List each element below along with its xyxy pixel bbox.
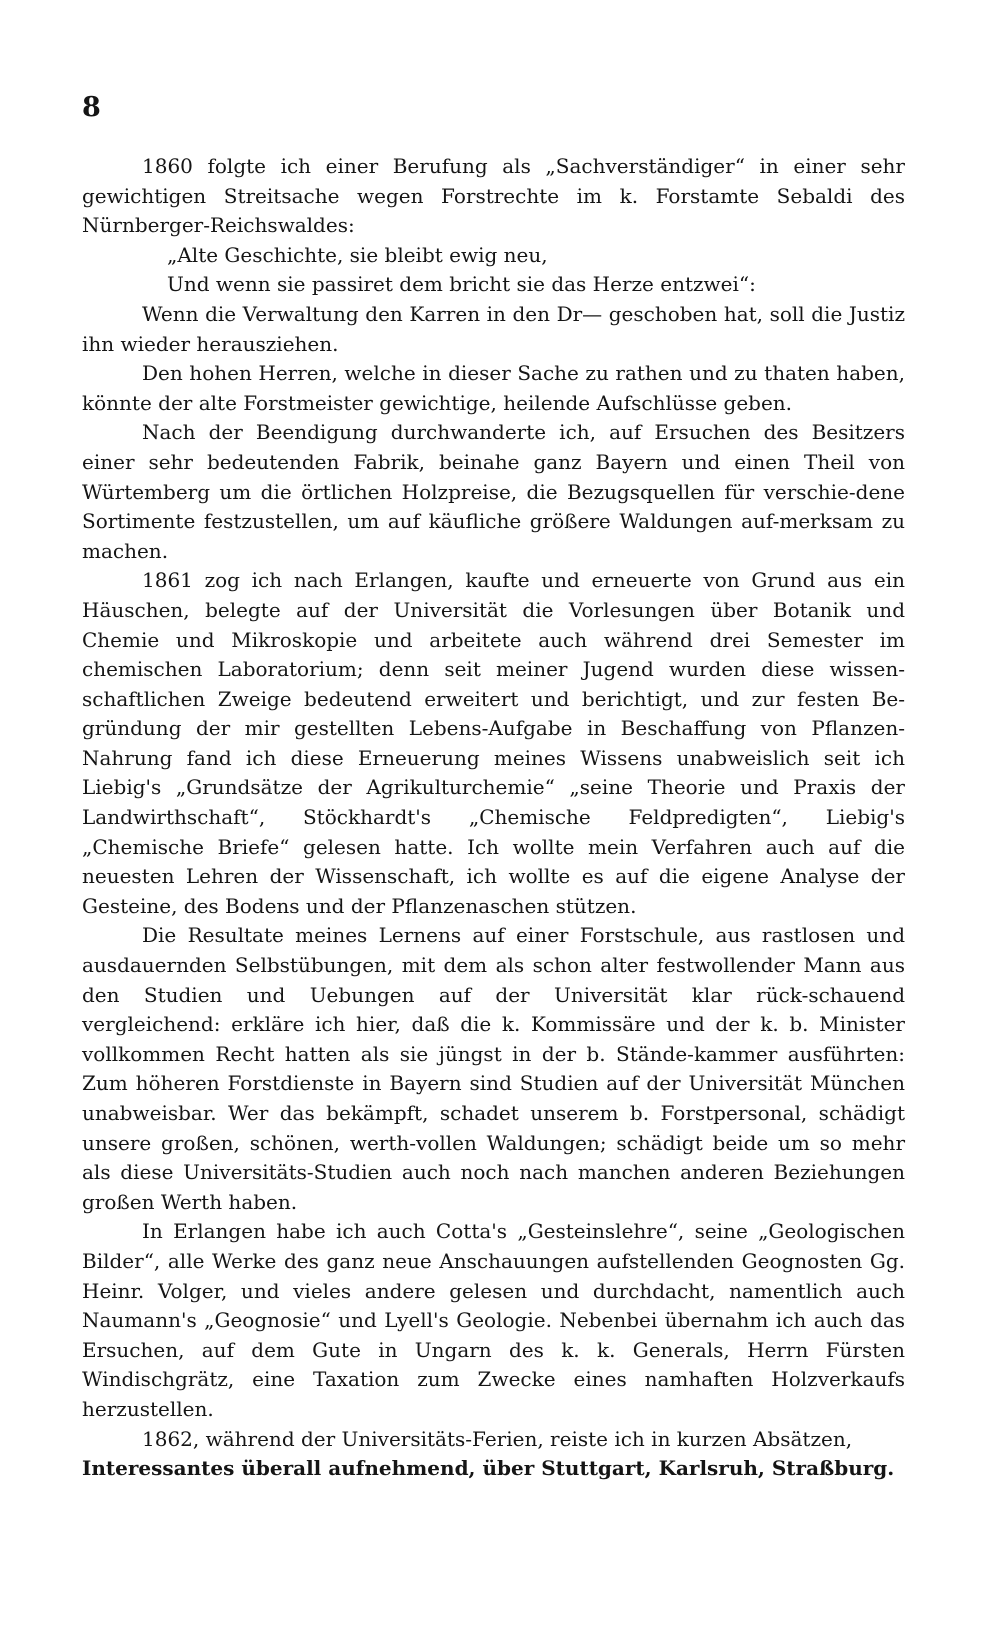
paragraph-2: Wenn die Verwaltung den Karren in den Dr— geschoben hat, soll die Justiz ihn wieder herausziehen.: [82, 301, 905, 356]
body-text: [82, 152, 905, 1484]
paragraph-4: Nach der Beendigung durchwanderte ich, auf Ersuchen des Besitzers einer sehr bedeutenden Fabrik, beinahe ganz Bayern und einen Theil von Würtemberg um die örtlichen Holzpreise, die Bezugsquellen für verschie-dene Sortimente festzustellen, um auf käufliche größere Waldungen auf-merksam zu machen.: [82, 420, 905, 563]
paragraph-8: 1862, während der Universitäts-Ferien, reiste ich in kurzen Absätzen,: [142, 1426, 853, 1451]
paragraph-1: 1860 folgte ich einer Berufung als „Sachverständiger“ in einer sehr gewichtigen Streitsache wegen Forstrechte im k. Forstamte Sebaldi des Nürnberger-Reichswaldes:: [82, 154, 905, 238]
poem-line-2: Und wenn sie passiret dem bricht sie das Herze entzwei“:: [167, 272, 756, 297]
paragraph-8-last-line: Interessantes überall aufnehmend, über Stuttgart, Karlsruh, Straßburg.: [82, 1456, 895, 1481]
page-number: 8: [82, 92, 101, 123]
paragraph-6: Die Resultate meines Lernens auf einer Forstschule, aus rastlosen und ausdauernden Selbstübungen, mit dem als schon alter festwollender Mann aus den Studien und Uebungen auf der Universität klar rück-schauend vergleichend: erkläre ich hier, daß die k. Kommissäre und der k. b. Minister vollkommen Recht hatten als sie jüngst in der b. Stände-kammer ausführten: Zum höheren Forstdienste in Bayern sind Studien auf der Universität München unabweisbar. Wer das bekämpft, schadet unserem b. Forstpersonal, schädigt unsere großen, schönen, werth-vollen Waldungen; schädigt beide um so mehr als diese Universitäts-Studien auch noch nach manchen anderen Beziehungen großen Werth haben.: [82, 923, 905, 1214]
poem-quote: [82, 241, 905, 300]
paragraph-5: 1861 zog ich nach Erlangen, kaufte und erneuerte von Grund aus ein Häuschen, belegte auf der Universität die Vorlesungen über Botanik und Chemie und Mikroskopie und arbeitete auch während drei Semester im chemischen Laboratorium; denn seit meiner Jugend wurden diese wissen-schaftlichen Zweige bedeutend erweitert und berichtigt, und zur festen Be-gründung der mir gestellten Lebens-Aufgabe in Beschaffung von Pflanzen-Nahrung fand ich diese Erneuerung meines Wissens unabweislich seit ich Liebig's „Grundsätze der Agrikulturchemie“ „seine Theorie und Praxis der Landwirthschaft“, Stöckhardt's „Chemische Feldpredigten“, Liebig's „Chemische Briefe“ gelesen hatte. Ich wollte mein Verfahren auch auf die neuesten Lehren der Wissenschaft, ich wollte es auf die eigene Analyse der Gesteine, des Bodens und der Pflanzenaschen stützen.: [82, 568, 905, 918]
paragraph-7: In Erlangen habe ich auch Cotta's „Gesteinslehre“, seine „Geologischen Bilder“, alle Werke des ganz neue Anschauungen aufstellenden Geognosten Gg. Heinr. Volger, und vieles andere gelesen und durchdacht, namentlich auch Naumann's „Geognosie“ und Lyell's Geologie. Nebenbei übernahm ich auch das Ersuchen, auf dem Gute in Ungarn des k. k. Generals, Herrn Fürsten Windischgrätz, eine Taxation zum Zwecke eines namhaften Holzverkaufs herzustellen.: [82, 1219, 905, 1421]
poem-line-1: „Alte Geschichte, sie bleibt ewig neu,: [167, 242, 548, 267]
paragraph-3: Den hohen Herren, welche in dieser Sache zu rathen und zu thaten haben, könnte der alte Forstmeister gewichtige, heilende Aufschlüsse geben.: [82, 361, 905, 415]
